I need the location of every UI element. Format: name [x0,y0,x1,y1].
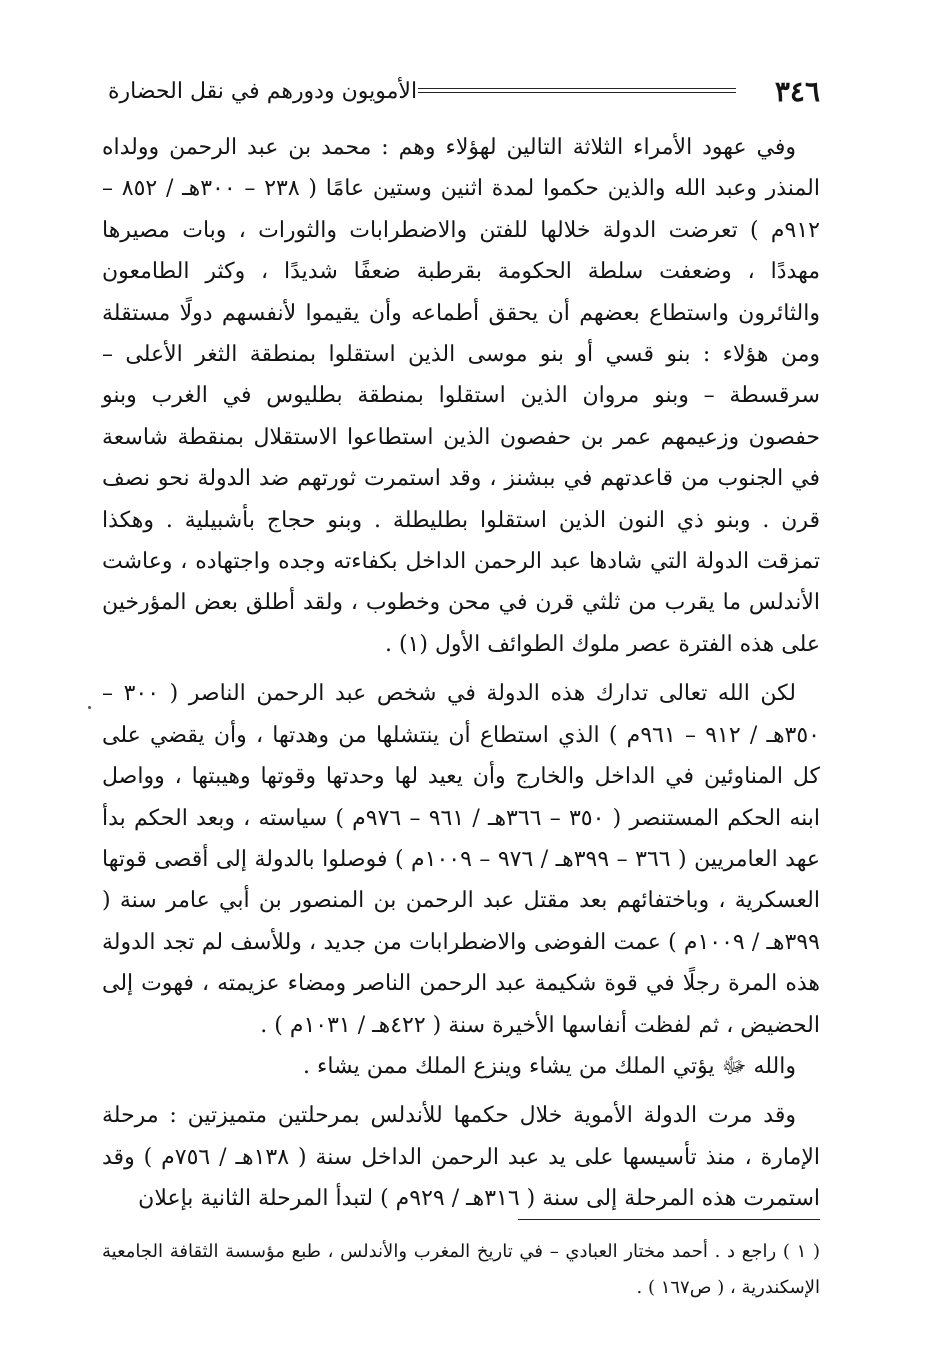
footnote-1: ( ١ ) راجع د . أحمد مختار العبادي – في تاريخ المغرب والأندلس ، طبع مؤسسة الثقافة الجامعية الإسكندرية ، ( ص١٦٧ ) . [102,1241,820,1298]
paragraph-4: وقد مرت الدولة الأموية خلال حكمها للأندلس بمرحلتين متميزتين : مرحلة الإمارة ، منذ تأسيسها على يد عبد الرحمن الداخل سنة ( ١٣٨هـ / ٧٥٦م ) وقد استمرت هذه المرحلة إلى سنة ( ٣١٦هـ / ٩٢٩م ) لتبدأ المرحلة الثانية بإعلان [102,1103,820,1212]
margin-speck [88,706,91,709]
paragraph-1: وفي عهود الأمراء الثلاثة التالين لهؤلاء وهم : محمد بن عبد الرحمن وولداه المنذر وعبد الله والذين حكموا لمدة اثنين وستين عامًا ( ٢٣٨ – ٣٠٠هـ / ٨٥٢ – ٩١٢م ) تعرضت الدولة خلالها للفتن والاضطرابات والثورات ، وبات مصيرها مهددًا ، وضعفت سلطة الحكومة بقرطبة ضعفًا شديدًا ، وكثر الطامعون والثائرون واستطاع بعضهم أن يحقق أطماعه وأن يقيموا لأنفسهم دولًا مستقلة ومن هؤلاء : بنو قسي أو بنو موسى الذين استقلوا بمنطقة الثغر الأعلى – سرقسطة – وبنو مروان الذين استقلوا بمنطقة بطليوس في الغرب وبنو حفصون وزعيمهم عمر بن حفصون الذين استطاعوا الاستقلال بمنقطة شاسعة في الجنوب من قاعدتهم في ببشنز ، وقد استمرت ثورتهم ضد الدولة نحو نصف قرن . وبنو ذي النون الذين استقلوا بطليطلة . وبنو حجاج بأشبيلية . وهكذا تمزقت الدولة التي شادها عبد الرحمن الداخل بكفاءته وجده واجتهاده ، وعاشت الأندلس ما يقرب من ثلثي قرن في محن وخطوب ، ولقد أطلق بعض المؤرخين على هذه الفترة عصر ملوك الطوائف الأول (١) . [102,135,820,657]
paragraph-3: والله ﷻ يؤتي الملك من يشاء وينزع الملك ممن يشاء . [303,1053,796,1079]
footnote-separator [518,1219,820,1220]
header-double-rule [418,88,736,93]
body-text [102,127,820,1220]
page-header [108,72,820,112]
footnotes [102,1234,820,1306]
page-number: ٣٤٦ [774,75,820,108]
running-title: الأمويون ودورهم في نقل الحضارة [108,79,418,104]
paragraph-2: لكن الله تعالى تدارك هذه الدولة في شخص عبد الرحمن الناصر ( ٣٠٠ – ٣٥٠هـ / ٩١٢ – ٩٦١م ) الذي استطاع أن ينتشلها من وهدتها ، وأن يقضي على كل المناوئين في الداخل والخارج وأن يعيد لها وحدتها وقوتها وهيبتها ، وواصل ابنه الحكم المستنصر ( ٣٥٠ – ٣٦٦هـ / ٩٦١ – ٩٧٦م ) سياسته ، وبعد الحكم بدأ عهد العامريين ( ٣٦٦ – ٣٩٩هـ / ٩٧٦ – ١٠٠٩م ) فوصلوا بالدولة إلى أقصى قوتها العسكرية ، وباختفائهم بعد مقتل عبد الرحمن بن المنصور بن أبي عامر سنة ( ٣٩٩هـ / ١٠٠٩م ) عمت الفوضى والاضطرابات من جديد ، وللأسف لم تجد الدولة هذه المرة رجلًا في قوة شكيمة عبد الرحمن الناصر ومضاء عزيمته ، فهوت إلى الحضيض ، ثم لفظت أنفاسها الأخيرة سنة ( ٤٢٢هـ / ١٠٣١م ) . [102,681,821,1038]
